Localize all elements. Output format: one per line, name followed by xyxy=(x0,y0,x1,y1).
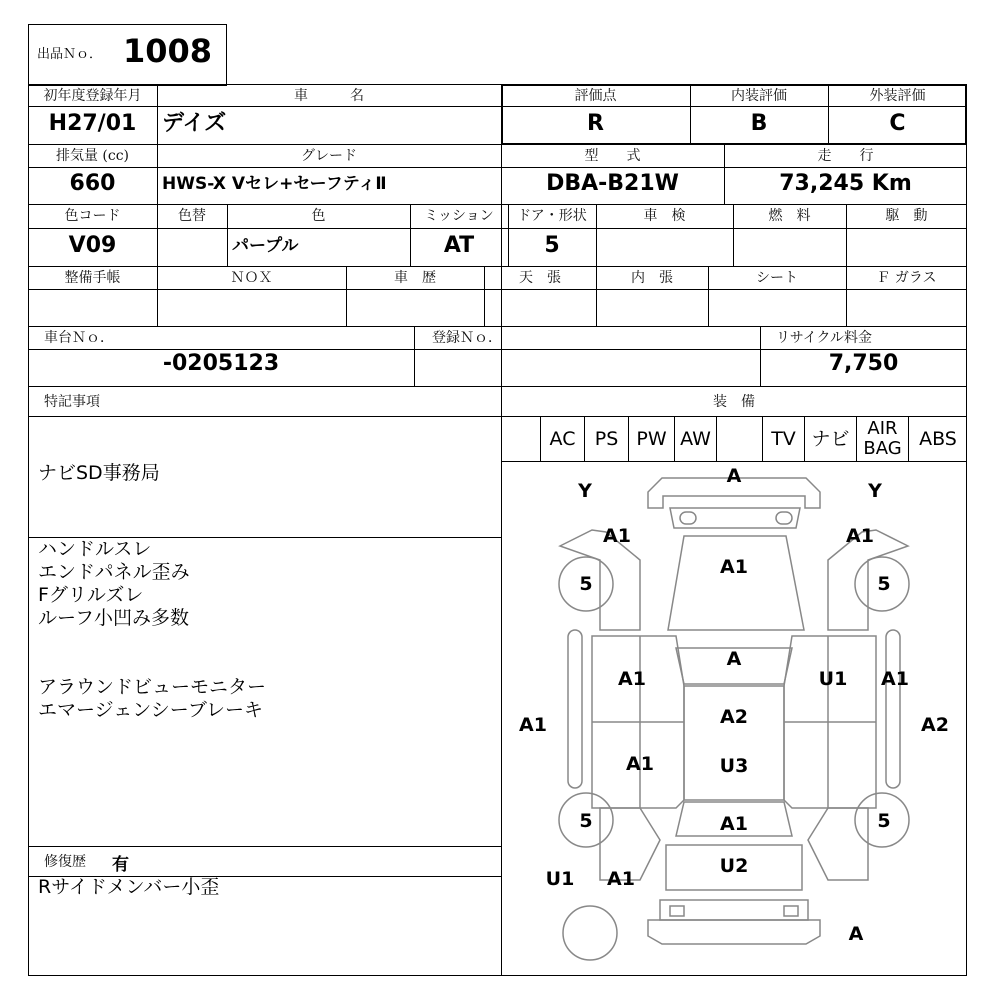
mileage-label: 走 行 xyxy=(817,148,874,164)
score-label: 評価点 xyxy=(574,88,617,104)
drive-value xyxy=(846,228,967,264)
dmg-roof: A2 xyxy=(720,706,748,728)
dmg-left-y: Y xyxy=(578,480,592,502)
grade-label: グレード xyxy=(301,148,357,164)
first-reg-value: H27/01 xyxy=(48,111,137,136)
remark-line: ハンドルスレ xyxy=(38,538,152,560)
door-value: 5 xyxy=(544,233,560,258)
color-code-label: 色コード xyxy=(64,208,121,224)
remark-line: アラウンドビューモニター xyxy=(38,676,267,698)
equip-item-airbag: AIR BAG xyxy=(863,418,902,459)
lot-label: 出品Ｎｏ． xyxy=(37,47,103,62)
transmission-label: ミッション xyxy=(424,208,494,224)
mileage-value: 73,245 Km xyxy=(779,171,912,196)
car-name-label: 車 名 xyxy=(294,88,364,104)
dmg-left-quarter-b: A1 xyxy=(607,868,635,890)
repair-note: Rサイドメンバー小歪 xyxy=(38,876,220,898)
model-value: DBA-B21W xyxy=(546,171,679,196)
chassis-value: -0205123 xyxy=(162,351,280,376)
equip-item: AW xyxy=(680,428,711,450)
grade-value: HWS-X Vセレ+セーフティⅡ xyxy=(162,174,387,194)
repaint-label: 色替 xyxy=(178,208,206,224)
interior-value: B xyxy=(750,111,768,136)
dmg-left-front-door: A1 xyxy=(618,668,646,690)
interior-label: 内装評価 xyxy=(731,88,787,104)
dmg-rear-glass: A1 xyxy=(720,813,748,835)
interior-trim-label: 内 張 xyxy=(631,270,673,286)
remark-line-1: ナビSD事務局 xyxy=(38,462,160,484)
transmission-value: AT xyxy=(443,233,475,258)
dmg-left-rear-door: A1 xyxy=(626,753,654,775)
fuel-value xyxy=(733,228,846,264)
dmg-left-quarter-a: U1 xyxy=(545,868,575,890)
equip-item: ABS xyxy=(919,428,957,450)
model-label: 型 式 xyxy=(584,148,641,164)
equipment-label: 装 備 xyxy=(713,394,755,410)
equip-item: PW xyxy=(636,428,667,450)
inspection-label: 車 検 xyxy=(643,208,686,224)
recycle-label: リサイクル料金 xyxy=(776,330,873,346)
repair-value: 有 xyxy=(112,855,129,875)
door-label: ドア・形状 xyxy=(517,208,587,224)
score-value: R xyxy=(587,111,604,136)
exterior-value: C xyxy=(889,111,906,136)
dmg-left-front-fender: A1 xyxy=(603,525,631,547)
dmg-rear-bumper: A xyxy=(848,923,864,945)
color-label: 色 xyxy=(311,208,326,224)
dmg-right-front-fender: A1 xyxy=(846,525,874,547)
remark-line: エマージェンシーブレーキ xyxy=(38,699,264,721)
remark-line: ルーフ小凹み多数 xyxy=(38,607,190,629)
dmg-trunk: U2 xyxy=(719,855,749,877)
dmg-left-sill: A1 xyxy=(519,714,547,736)
dmg-left-rear-tire: 5 xyxy=(579,810,593,832)
fuel-label: 燃 料 xyxy=(768,208,811,224)
service-book-label: 整備手帳 xyxy=(64,270,121,286)
remarks-label: 特記事項 xyxy=(44,394,100,410)
repaint-value xyxy=(157,228,227,264)
glass-label: Ｆ ガラス xyxy=(876,270,937,286)
dmg-left-front-tire: 5 xyxy=(579,573,593,595)
first-reg-label: 初年度登録年月 xyxy=(43,88,142,104)
color-code-value: V09 xyxy=(68,233,117,258)
drive-label: 駆 動 xyxy=(885,208,928,224)
lot-number: 1008 xyxy=(123,32,213,70)
inspection-value xyxy=(596,228,733,264)
dmg-roof-rear: U3 xyxy=(719,755,749,777)
history-label: 車 歴 xyxy=(394,270,436,286)
dmg-front-bumper: A xyxy=(726,465,742,487)
nox-label: ＮＯＸ xyxy=(230,270,273,286)
reg-no-value xyxy=(414,346,760,382)
displacement-value: 660 xyxy=(69,171,116,196)
lot-box xyxy=(28,24,227,86)
equip-item: PS xyxy=(594,428,619,450)
dmg-right-sill: A2 xyxy=(921,714,949,736)
dmg-right-front-tire: 5 xyxy=(877,573,891,595)
dmg-windshield: A xyxy=(726,648,742,670)
equip-item: TV xyxy=(771,428,796,450)
car-name-value: デイズ xyxy=(162,111,227,136)
remark-line: エンドパネル歪み xyxy=(38,561,190,583)
chassis-label: 車台Ｎｏ． xyxy=(44,330,114,346)
repair-label: 修復歴 xyxy=(44,854,86,870)
dmg-right-rear-tire: 5 xyxy=(877,810,891,832)
dmg-right-front-door-b: A1 xyxy=(881,668,909,690)
equip-item: ナビ xyxy=(811,428,850,450)
dmg-right-front-door-a: U1 xyxy=(818,668,848,690)
remark-line: Fグリルズレ xyxy=(38,584,144,606)
recycle-value: 7,750 xyxy=(828,351,899,376)
exterior-label: 外装評価 xyxy=(869,88,926,104)
equip-item: AC xyxy=(549,428,576,450)
reg-no-label: 登録Ｎｏ． xyxy=(432,330,502,346)
roof-label: 天 張 xyxy=(519,270,561,286)
dmg-right-y: Y xyxy=(868,480,882,502)
displacement-label: 排気量 (cc) xyxy=(55,148,130,164)
dmg-hood: A1 xyxy=(720,556,748,578)
seat-label: シート xyxy=(756,270,798,286)
color-value: パープル xyxy=(232,236,299,256)
